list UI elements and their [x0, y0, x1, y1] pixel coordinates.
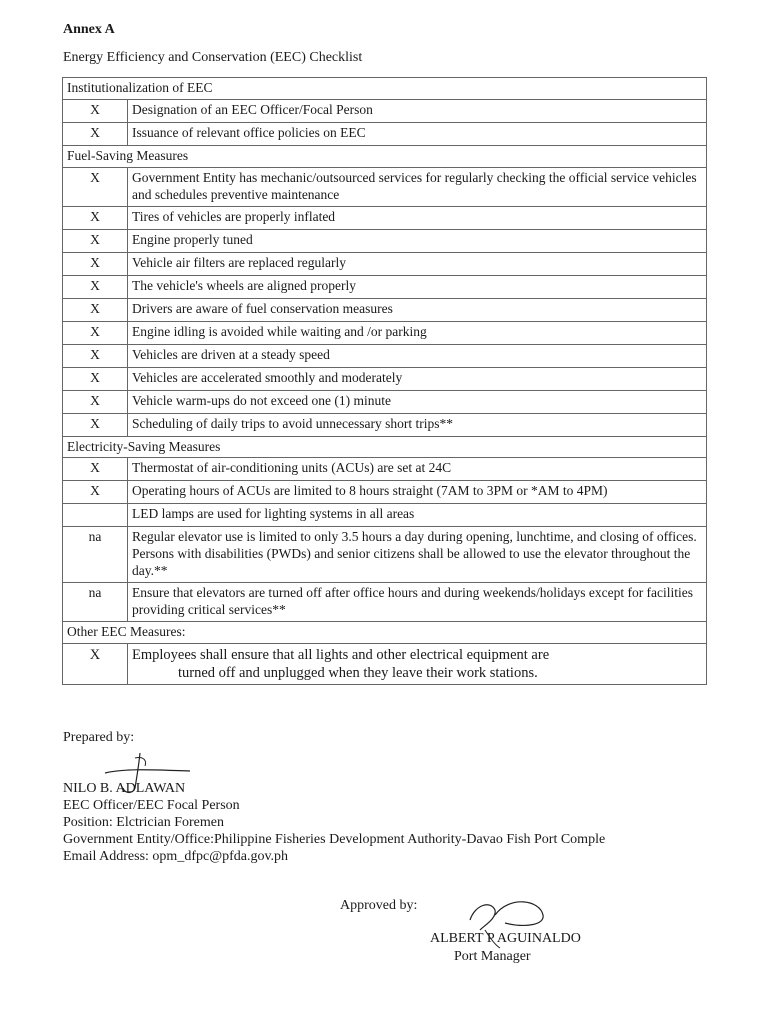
- item-text-line-1: Employees shall ensure that all lights and other electrical equipment are: [132, 646, 550, 663]
- check-mark: X: [63, 229, 128, 252]
- approver-title: Port Manager: [454, 949, 531, 964]
- table-row: [63, 390, 707, 413]
- table-row: [63, 122, 707, 145]
- table-row: [63, 367, 707, 390]
- section-title: Fuel-Saving Measures: [63, 145, 707, 167]
- preparer-email: Email Address: opm_dfpc@pfda.gov.ph: [63, 849, 289, 864]
- table-row: [63, 275, 707, 298]
- preparer-entity: Government Entity/Office:Philippine Fisheries Development Authority-Davao Fish Port Comple: [63, 832, 606, 847]
- section-title: Other EEC Measures:: [63, 621, 707, 643]
- check-mark: X: [63, 367, 128, 390]
- item-text: Engine properly tuned: [128, 229, 707, 252]
- table-row: [63, 298, 707, 321]
- check-mark: X: [63, 252, 128, 275]
- section-title: Electricity-Saving Measures: [63, 436, 707, 458]
- table-row: [63, 344, 707, 367]
- item-text: Vehicle warm-ups do not exceed one (1) minute: [128, 390, 707, 413]
- table-row: [63, 527, 707, 583]
- item-text: Drivers are aware of fuel conservation measures: [128, 298, 707, 321]
- section-title: Institutionalization of EEC: [63, 78, 707, 100]
- preparer-role: EEC Officer/EEC Focal Person: [63, 798, 240, 813]
- table-row: [63, 167, 707, 206]
- annex-label: Annex A: [63, 22, 115, 37]
- table-row: [63, 458, 707, 481]
- table-row: [63, 481, 707, 504]
- item-text: Ensure that elevators are turned off after office hours and during weekends/holidays except for facilities providing critical services**: [128, 583, 707, 622]
- item-text: Government Entity has mechanic/outsourced services for regularly checking the official service vehicles and schedules preventive maintenance: [128, 167, 707, 206]
- check-mark: X: [63, 413, 128, 436]
- table-row: [63, 643, 707, 684]
- preparer-name: NILO B. ADLAWAN: [63, 781, 186, 796]
- approver-block: [430, 930, 581, 966]
- item-text: Issuance of relevant office policies on EEC: [128, 122, 707, 145]
- item-text: [128, 643, 707, 684]
- check-mark: X: [63, 344, 128, 367]
- document-title: Energy Efficiency and Conservation (EEC) Checklist: [63, 50, 363, 65]
- check-mark: X: [63, 122, 128, 145]
- check-mark: X: [63, 643, 128, 684]
- check-mark: X: [63, 298, 128, 321]
- preparer-block: [63, 780, 605, 865]
- check-mark: X: [63, 458, 128, 481]
- section-header-row: [63, 145, 707, 167]
- item-text: Designation of an EEC Officer/Focal Person: [128, 99, 707, 122]
- check-mark: X: [63, 206, 128, 229]
- approved-by-label: Approved by:: [340, 898, 418, 913]
- table-row: [63, 321, 707, 344]
- item-text: Tires of vehicles are properly inflated: [128, 206, 707, 229]
- item-text: Thermostat of air-conditioning units (ACUs) are set at 24C: [128, 458, 707, 481]
- check-mark: X: [63, 481, 128, 504]
- check-mark: X: [63, 167, 128, 206]
- check-mark: na: [63, 527, 128, 583]
- check-mark: X: [63, 99, 128, 122]
- check-mark: X: [63, 390, 128, 413]
- item-text: Vehicles are accelerated smoothly and moderately: [128, 367, 707, 390]
- section-header-row: [63, 78, 707, 100]
- item-text: Engine idling is avoided while waiting and /or parking: [128, 321, 707, 344]
- preparer-position: Position: Elctrician Foremen: [63, 815, 224, 830]
- section-header-row: [63, 436, 707, 458]
- item-text: Vehicle air filters are replaced regularly: [128, 252, 707, 275]
- approver-name: ALBERT P AGUINALDO: [430, 931, 581, 946]
- check-mark: na: [63, 583, 128, 622]
- table-row: [63, 206, 707, 229]
- item-text: Vehicles are driven at a steady speed: [128, 344, 707, 367]
- table-row: [63, 99, 707, 122]
- item-text-line-2: turned off and unplugged when they leave their work stations.: [178, 664, 538, 681]
- check-mark: [63, 504, 128, 527]
- item-text: Scheduling of daily trips to avoid unnecessary short trips**: [128, 413, 707, 436]
- item-text: The vehicle's wheels are aligned properly: [128, 275, 707, 298]
- table-row: [63, 504, 707, 527]
- item-text: Operating hours of ACUs are limited to 8 hours straight (7AM to 3PM or *AM to 4PM): [128, 481, 707, 504]
- eec-checklist-table: [62, 77, 707, 685]
- prepared-by-label: Prepared by:: [63, 730, 135, 745]
- table-row: [63, 413, 707, 436]
- table-row: [63, 252, 707, 275]
- table-row: [63, 583, 707, 622]
- check-mark: X: [63, 275, 128, 298]
- item-text: Regular elevator use is limited to only 3.5 hours a day during opening, lunchtime, and closing of offices. Persons with disabilities (PWDs) and senior citizens shall be allowed to use the elevator throughout the day.**: [128, 527, 707, 583]
- section-header-row: [63, 621, 707, 643]
- table-row: [63, 229, 707, 252]
- check-mark: X: [63, 321, 128, 344]
- item-text: LED lamps are used for lighting systems in all areas: [128, 504, 707, 527]
